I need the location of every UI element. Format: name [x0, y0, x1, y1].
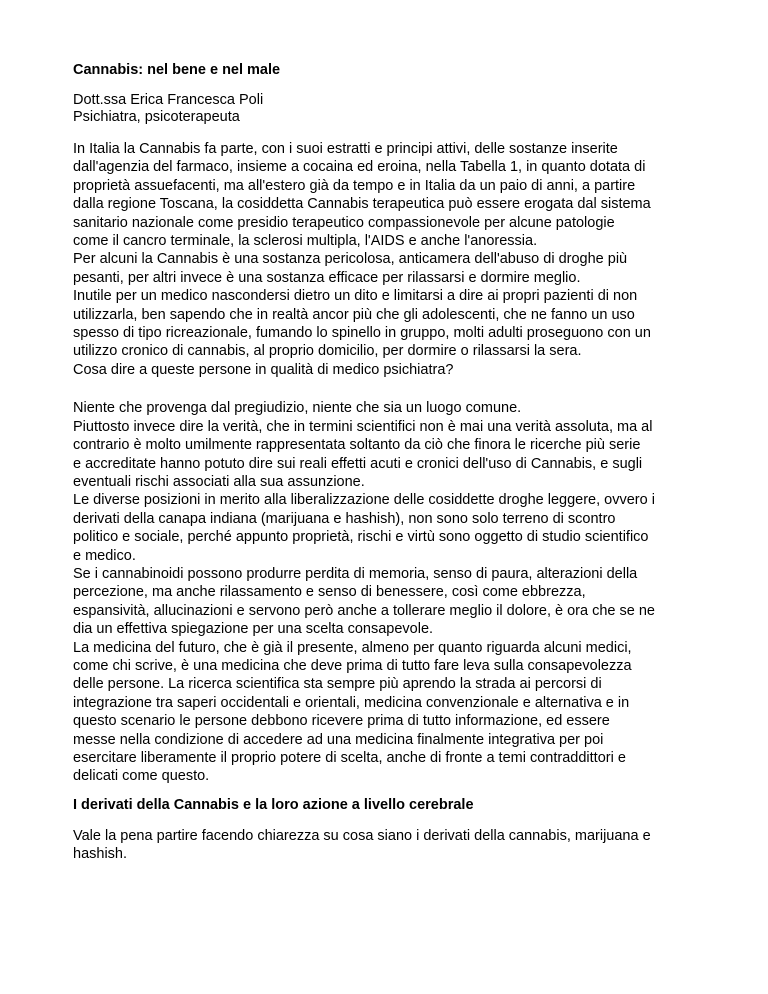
- text-line: integrazione tra saperi occidentali e orientali, medicina convenzionale e alternativa e in: [73, 694, 630, 711]
- section-heading: I derivati della Cannabis e la loro azione a livello cerebrale: [73, 796, 474, 813]
- text-line: utilizzo cronico di cannabis, al proprio domicilio, per dormire o rilassarsi la sera.: [73, 343, 582, 360]
- text-line: pesanti, per altri invece è una sostanza efficace per rilassarsi e dormire meglio.: [73, 269, 581, 286]
- paragraph-section: [73, 827, 713, 864]
- text-line: Per alcuni la Cannabis è una sostanza pericolosa, anticamera dell'abuso di droghe più: [73, 251, 628, 268]
- text-line: come il cancro terminale, la sclerosi multipla, l'AIDS e anche l'anoressia.: [73, 233, 538, 250]
- text-line: delicati come questo.: [73, 768, 210, 785]
- text-line: Niente che provenga dal pregiudizio, niente che sia un luogo comune.: [73, 400, 522, 417]
- text-line: Se i cannabinoidi possono produrre perdita di memoria, senso di paura, alterazioni della: [73, 565, 638, 582]
- text-line: utilizzarla, ben sapendo che in realtà ancor più che gli adolescenti, che ne fanno un uso: [73, 306, 635, 323]
- text-line: Le diverse posizioni in merito alla liberalizzazione delle cosiddette droghe leggere, ovvero i: [73, 492, 655, 509]
- author-role: Psichiatra, psicoterapeuta: [73, 109, 240, 125]
- text-line: eventuali rischi associati alla sua assunzione.: [73, 473, 365, 490]
- text-line: percezione, ma anche rilassamento e senso di benessere, così come ebbrezza,: [73, 584, 586, 601]
- text-line: hashish.: [73, 846, 128, 863]
- text-line: politico e sociale, perché appunto proprietà, rischi e virtù sono oggetto di studio scientifico: [73, 529, 649, 546]
- document-page: [73, 60, 713, 864]
- author-name: Dott.ssa Erica Francesca Poli: [73, 92, 264, 108]
- text-line: dia un effettiva spiegazione per una scelta consapevole.: [73, 621, 434, 638]
- text-line: questo scenario le persone debbono ricevere prima di tutto informazione, ed essere: [73, 713, 610, 730]
- text-line: derivati della canapa indiana (marijuana e hashish), non sono solo terreno di scontro: [73, 510, 616, 527]
- text-line: come chi scrive, è una medicina che deve prima di tutto fare leva sulla consapevolezza: [73, 657, 632, 674]
- text-line: Piuttosto invece dire la verità, che in termini scientifici non è mai una verità assoluta, ma al: [73, 418, 653, 435]
- text-line: contrario è molto umilmente rappresentata soltanto da ciò che finora le ricerche più serie: [73, 437, 641, 454]
- text-line: Vale la pena partire facendo chiarezza su cosa siano i derivati della cannabis, marijuana e: [73, 827, 651, 844]
- text-line: proprietà assuefacenti, ma all'estero già da tempo e in Italia da un paio di anni, a partire: [73, 177, 636, 194]
- text-line: messe nella condizione di accedere ad una medicina finalmente integrativa per poi: [73, 731, 604, 748]
- paragraph-intro: [73, 140, 713, 379]
- author-block: [73, 92, 713, 126]
- text-line: dall'agenzia del farmaco, insieme a cocaina ed eroina, nella Tabella 1, in quanto dotata di: [73, 159, 646, 176]
- paragraph-body: [73, 399, 713, 786]
- document-title: Cannabis: nel bene e nel male: [73, 62, 281, 78]
- text-line: sanitario nazionale come presidio terapeutico compassionevole per alcune patologie: [73, 214, 615, 231]
- text-line: spesso di tipo ricreazionale, fumando lo spinello in gruppo, molti adulti proseguono con un: [73, 325, 651, 342]
- text-line: Cosa dire a queste persone in qualità di medico psichiatra?: [73, 361, 454, 378]
- text-line: e medico.: [73, 547, 136, 564]
- text-line: dalla regione Toscana, la cosiddetta Cannabis terapeutica può essere erogata dal sistema: [73, 196, 651, 213]
- text-line: In Italia la Cannabis fa parte, con i suoi estratti e principi attivi, delle sostanze inserite: [73, 141, 618, 157]
- text-line: Inutile per un medico nascondersi dietro un dito e limitarsi a dire ai propri pazienti di non: [73, 288, 638, 305]
- text-line: e accreditate hanno potuto dire sui reali effetti acuti e cronici dell'uso di Cannabis, e sugli: [73, 455, 643, 472]
- text-line: espansività, allucinazioni e servono però anche a tollerare meglio il dolore, è ora che se ne: [73, 602, 655, 619]
- text-line: delle persone. La ricerca scientifica sta sempre più aprendo la strada ai percorsi di: [73, 676, 602, 693]
- text-line: esercitare liberamente il proprio potere di scelta, anche di fronte a temi contraddittori e: [73, 750, 626, 766]
- text-line: La medicina del futuro, che è già il presente, almeno per quanto riguarda alcuni medici,: [73, 639, 632, 656]
